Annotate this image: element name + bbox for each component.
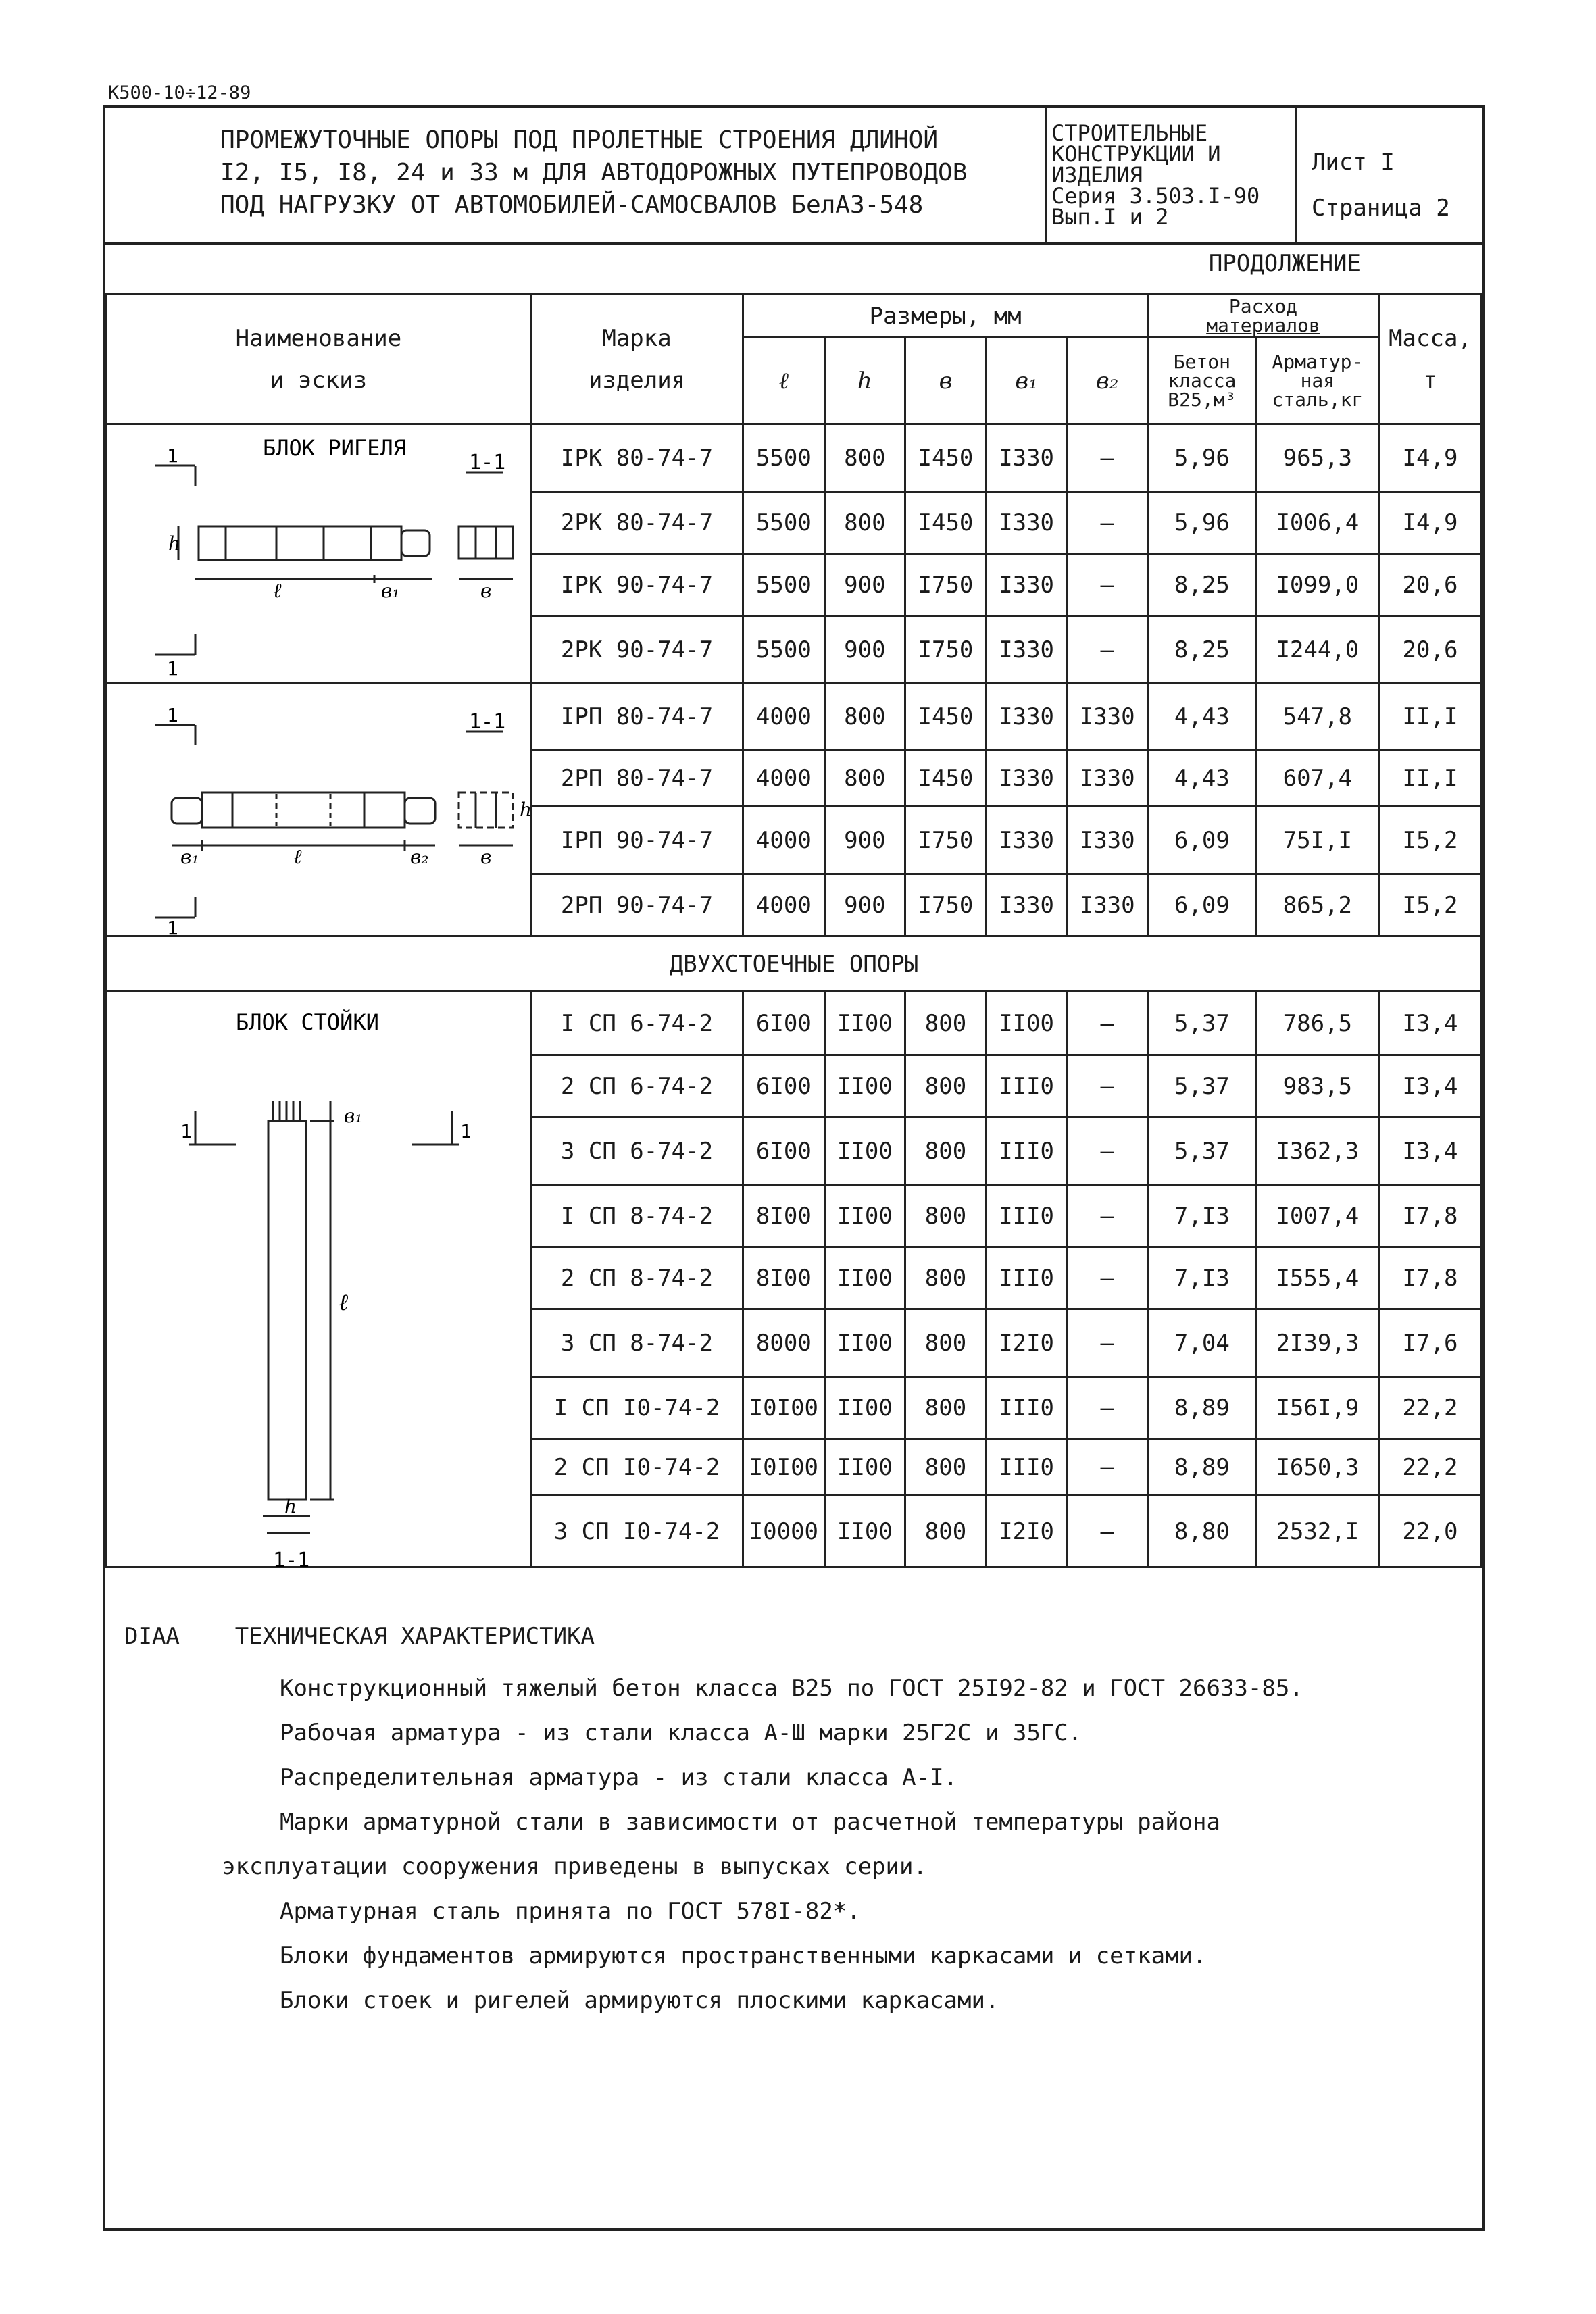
tech-line: Конструкционный тяжелый бетон класса В25 по ГОСТ 25I92-82 и ГОСТ 26633-85. bbox=[280, 1675, 1303, 1702]
cut-mark: 1 bbox=[167, 445, 178, 467]
table-row: 2РК 80-74-7 5500 800 I450 I330 – 5,96 I006,4 I4,9 bbox=[107, 492, 1482, 554]
dim-b-label: в bbox=[480, 580, 492, 602]
dim-b1-label: в₁ bbox=[344, 1105, 363, 1127]
header-mass: Масса, т bbox=[1378, 295, 1481, 424]
series-line: ИЗДЕЛИЯ bbox=[1051, 162, 1143, 188]
table-row: IРП 90-74-7 4000 900 I750 I330 I330 6,09 75I,I I5,2 bbox=[107, 807, 1482, 874]
table-row: 3 СП I0-74-2 I0000 II00 800 I2I0 – 8,80 2532,I 22,0 bbox=[107, 1496, 1482, 1567]
tech-mark: DIAA bbox=[124, 1623, 180, 1650]
table-row: БЛОК СТОЙКИ 1 1 в₁ ℓ h 1-1 I СП 6-74-2 6I00 II00 800 II00 – 5,37 786,5 I3,4 bbox=[107, 992, 1482, 1055]
sheet-divider bbox=[1295, 108, 1297, 242]
header-dimensions: Размеры, мм bbox=[743, 295, 1148, 338]
dim-h-label: h bbox=[168, 532, 181, 555]
sketch-column bbox=[107, 992, 531, 1572]
products-table bbox=[105, 293, 1482, 1572]
table-row: 1-1 1 1 в₁ ℓ в₂ в h IРП 80-74-7 4000 800 I450 I330 I330 4,43 547,8 II,I bbox=[107, 684, 1482, 750]
section-header-row bbox=[107, 936, 1482, 992]
dim-b1-label: в₁ bbox=[381, 580, 400, 602]
tech-heading bbox=[124, 1623, 595, 1650]
header-dim-b: в bbox=[905, 338, 987, 424]
continuation-label: ПРОДОЛЖЕНИЕ bbox=[1208, 250, 1361, 277]
section-mark: 1-1 bbox=[469, 710, 506, 734]
dim-l-label: ℓ bbox=[339, 1289, 349, 1316]
tech-line: Блоки стоек и ригелей армируются плоскими каркасами. bbox=[280, 1987, 999, 2014]
title-block bbox=[220, 124, 967, 222]
series-line: КОНСТРУКЦИИ И bbox=[1051, 141, 1221, 167]
tech-paragraphs bbox=[105, 1666, 1457, 2023]
table-row: БЛОК РИГЕЛЯ 1-1 1 1 h ℓ в₁ в IРК 80-74-7 5500 800 I450 I330 – 5,96 965,3 I4,9 bbox=[107, 424, 1482, 492]
tech-line: Распределительная арматура - из стали класса А-I. bbox=[280, 1764, 958, 1791]
page-number: Страница 2 bbox=[1312, 195, 1450, 222]
table-row: 2 СП 6-74-2 6I00 II00 800 III0 – 5,37 983,5 I3,4 bbox=[107, 1055, 1482, 1117]
dim-l-label: ℓ bbox=[273, 579, 282, 603]
tech-line: эксплуатации сооружения приведены в выпусках серии. bbox=[222, 1853, 927, 1880]
series-line: Вып.I и 2 bbox=[1051, 204, 1169, 230]
sketch-title-column: БЛОК СТОЙКИ bbox=[236, 1009, 379, 1035]
title-line: ПРОМЕЖУТОЧНЫЕ ОПОРЫ ПОД ПРОЛЕТНЫЕ СТРОЕНИЯ ДЛИНОЙ bbox=[220, 126, 939, 154]
dim-l-label: ℓ bbox=[293, 845, 302, 869]
section-title: ДВУХСТОЕЧНЫЕ ОПОРЫ bbox=[107, 936, 1482, 992]
table-row: I СП 8-74-2 8I00 II00 800 III0 – 7,I3 I007,4 I7,8 bbox=[107, 1185, 1482, 1247]
sheet-number: Лист I bbox=[1312, 149, 1395, 176]
header-mark: Марка изделия bbox=[530, 295, 743, 424]
rigel-rp-drawing bbox=[107, 684, 540, 941]
cut-mark: 1 bbox=[167, 704, 178, 726]
title-divider bbox=[1045, 108, 1047, 242]
tech-line: Рабочая арматура - из стали класса А-Ш марки 25Г2С и 35ГС. bbox=[280, 1719, 1082, 1746]
tech-line: Арматурная сталь принята по ГОСТ 578I-82*. bbox=[280, 1898, 861, 1925]
table-row: 2РК 90-74-7 5500 900 I750 I330 – 8,25 I244,0 20,6 bbox=[107, 616, 1482, 684]
table-row: 3 СП 6-74-2 6I00 II00 800 III0 – 5,37 I362,3 I3,4 bbox=[107, 1117, 1482, 1185]
table-row: 2РП 80-74-7 4000 800 I450 I330 I330 4,43 607,4 II,I bbox=[107, 750, 1482, 807]
dim-h-label: h bbox=[520, 799, 532, 821]
section-mark: 1-1 bbox=[273, 1549, 310, 1572]
dim-b1-label: в₁ bbox=[180, 846, 199, 868]
cut-mark: 1 bbox=[167, 657, 178, 680]
table-row: IРК 90-74-7 5500 900 I750 I330 – 8,25 I099,0 20,6 bbox=[107, 554, 1482, 616]
header-concrete: Бетон класса В25,м³ bbox=[1147, 338, 1256, 424]
dim-b2-label: в₂ bbox=[410, 846, 429, 868]
rigel-rk-drawing bbox=[107, 425, 540, 682]
cut-mark: 1 bbox=[180, 1120, 192, 1142]
sketch-rigel-rk bbox=[107, 424, 531, 684]
header-consumption: Расход материалов bbox=[1147, 295, 1378, 338]
table-row: I СП I0-74-2 I0I00 II00 800 III0 – 8,89 I56I,9 22,2 bbox=[107, 1377, 1482, 1439]
tech-line: Блоки фундаментов армируются пространственными каркасами и сетками. bbox=[280, 1942, 1207, 1969]
table-row: 2 СП I0-74-2 I0I00 II00 800 III0 – 8,89 I650,3 22,2 bbox=[107, 1439, 1482, 1496]
header-steel: Арматур- ная сталь,кг bbox=[1256, 338, 1378, 424]
header-dim-l: ℓ bbox=[743, 338, 824, 424]
title-line: ПОД НАГРУЗКУ ОТ АВТОМОБИЛЕЙ-САМОСВАЛОВ БелАЗ-548 bbox=[220, 191, 924, 219]
tech-title: ТЕХНИЧЕСКАЯ ХАРАКТЕРИСТИКА bbox=[234, 1623, 595, 1650]
header-name: Наименование и эскиз bbox=[107, 295, 531, 424]
header-dim-h: h bbox=[824, 338, 905, 424]
table-row: 2РП 90-74-7 4000 900 I750 I330 I330 6,09 865,2 I5,2 bbox=[107, 874, 1482, 936]
sketch-title-rigel: БЛОК РИГЕЛЯ bbox=[263, 435, 406, 461]
series-line: СТРОИТЕЛЬНЫЕ bbox=[1051, 120, 1208, 146]
column-drawing bbox=[107, 992, 540, 1574]
header-bottom-line bbox=[105, 242, 1482, 245]
header-dim-b2: в₂ bbox=[1067, 338, 1148, 424]
document-code: К500-10÷12-89 bbox=[108, 82, 251, 103]
series-line: Серия 3.503.I-90 bbox=[1051, 183, 1260, 209]
table-row: 2 СП 8-74-2 8I00 II00 800 III0 – 7,I3 I555,4 I7,8 bbox=[107, 1247, 1482, 1309]
tech-line: Марки арматурной стали в зависимости от расчетной температуры района bbox=[280, 1809, 1220, 1836]
cut-mark: 1 bbox=[167, 917, 178, 939]
drawing-frame bbox=[103, 105, 1485, 2231]
dim-h-label: h bbox=[284, 1495, 297, 1517]
dim-b-label: в bbox=[480, 846, 492, 868]
title-line: I2, I5, I8, 24 и 33 м ДЛЯ АВТОДОРОЖНЫХ ПУТЕПРОВОДОВ bbox=[220, 159, 968, 186]
header-dim-b1: в₁ bbox=[986, 338, 1067, 424]
cut-mark: 1 bbox=[460, 1120, 472, 1142]
section-mark: 1-1 bbox=[469, 451, 506, 474]
table-row: 3 СП 8-74-2 8000 II00 800 I2I0 – 7,04 2I39,3 I7,6 bbox=[107, 1309, 1482, 1377]
cell-mark: IРК 80-74-7 bbox=[530, 424, 743, 492]
sheet-block bbox=[1312, 139, 1450, 231]
series-block bbox=[1051, 120, 1260, 230]
sketch-rigel-rp bbox=[107, 684, 532, 939]
